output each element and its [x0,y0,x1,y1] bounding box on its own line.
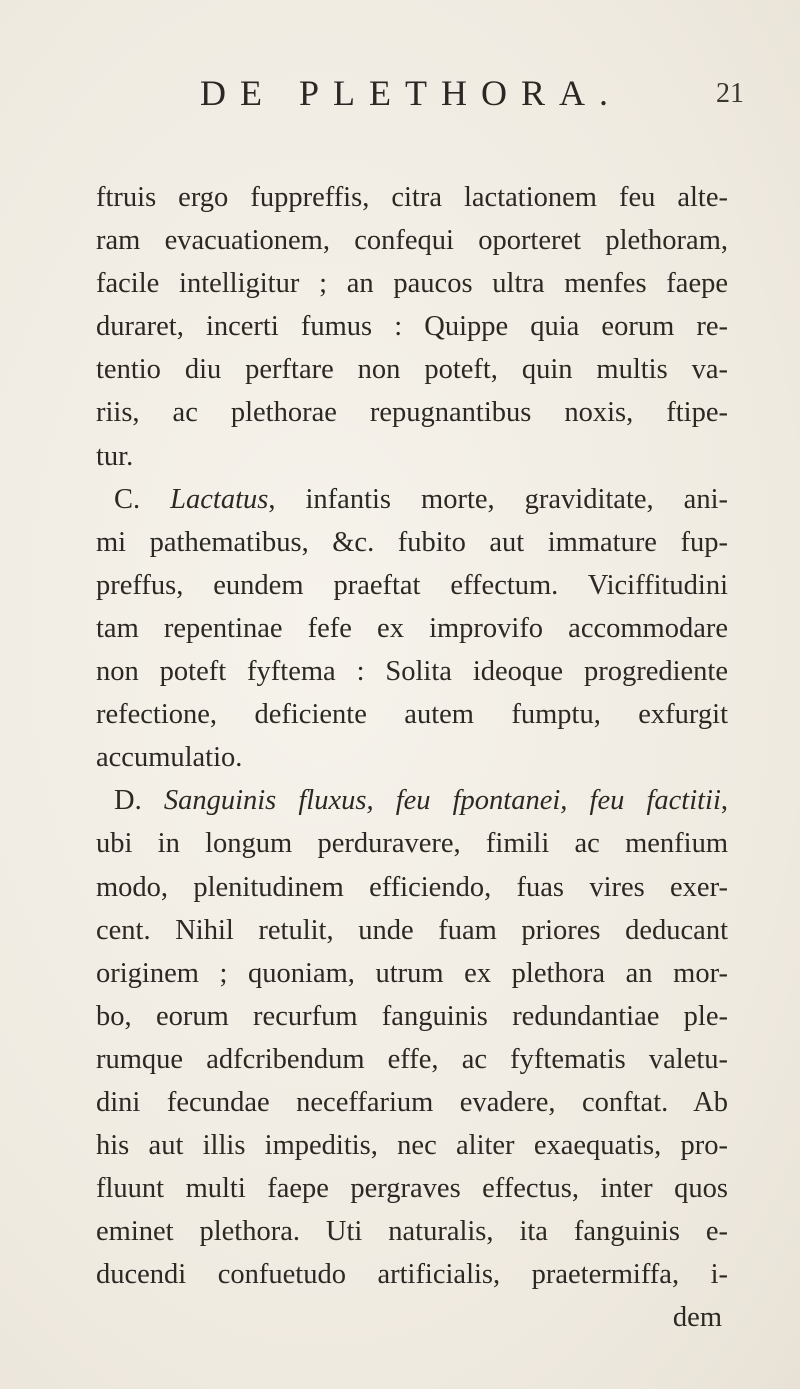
text-line: ram evacuationem, confequi oporteret plethoram, [96,225,728,257]
text-line: bo, eorum recurfum fanguinis redundantiae ple- [96,1000,728,1032]
text-line: ftruis ergo fuppreffis, citra lactationem feu alte- [96,182,728,213]
text-line: tentio diu perftare non poteft, quin multis va- [96,354,728,386]
text-line: tam repentinae fefe ex improvifo accommodare [96,612,728,644]
text-line: refectione, deficiente autem fumptu, exfurgit [96,699,728,731]
text-line: ubi in longum perduravere, fimili ac menfium [96,828,728,860]
paragraph-heading: Lactatus [170,483,269,515]
text-line: cent. Nihil retulit, unde fuam priores deducant [96,914,728,946]
page-header [0,72,800,122]
text-line: his aut illis impeditis, nec aliter exaequatis, pro- [96,1130,728,1162]
text-line: facile intelligitur ; an paucos ultra menfes faepe [96,268,728,300]
text-line: ducendi confuetudo artificialis, praetermiffa, i- [96,1259,728,1291]
text-line: originem ; quoniam, utrum ex plethora an mor- [96,957,728,989]
paragraph-heading: Sanguinis fluxus, feu fpontanei, feu factitii [163,785,721,817]
text-line: accumulatio. [96,742,243,774]
text-line: eminet plethora. Uti naturalis, ita fanguinis e- [96,1216,728,1248]
text-line: mi pathematibus, &c. fubito aut immature fup- [96,526,728,558]
text-line: duraret, incerti fumus : Quippe quia eorum re- [96,311,728,343]
paragraph-d-first-line: D. Sanguinis fluxus, feu fpontanei, feu factitii, [114,785,728,817]
paragraph-label: C. [114,483,141,515]
running-title: DE PLETHORA. [200,73,622,113]
text-line: rumque adfcribendum effe, ac fyftematis valetu- [96,1043,728,1075]
text-line: preffus, eundem praeftat effectum. Viciffitudini [96,569,728,601]
catchword: dem [672,1302,722,1334]
body-text [96,176,728,1340]
paragraph-label: D. [114,785,142,817]
text-line: non poteft fyftema : Solita ideoque progrediente [96,656,728,688]
text-line: fluunt multi faepe pergraves effectus, inter quos [96,1173,728,1205]
page-number: 21 [716,78,744,109]
text-line: tur. [96,440,134,472]
text-line: dini fecundae neceffarium evadere, conftat. Ab [96,1086,728,1118]
paragraph-c-first-line: C. Lactatus, infantis morte, graviditate, ani- [114,483,728,515]
text-line: modo, plenitudinem efficiendo, fuas vires exer- [96,871,728,903]
text-line: riis, ac plethorae repugnantibus noxis, ftipe- [96,397,728,429]
